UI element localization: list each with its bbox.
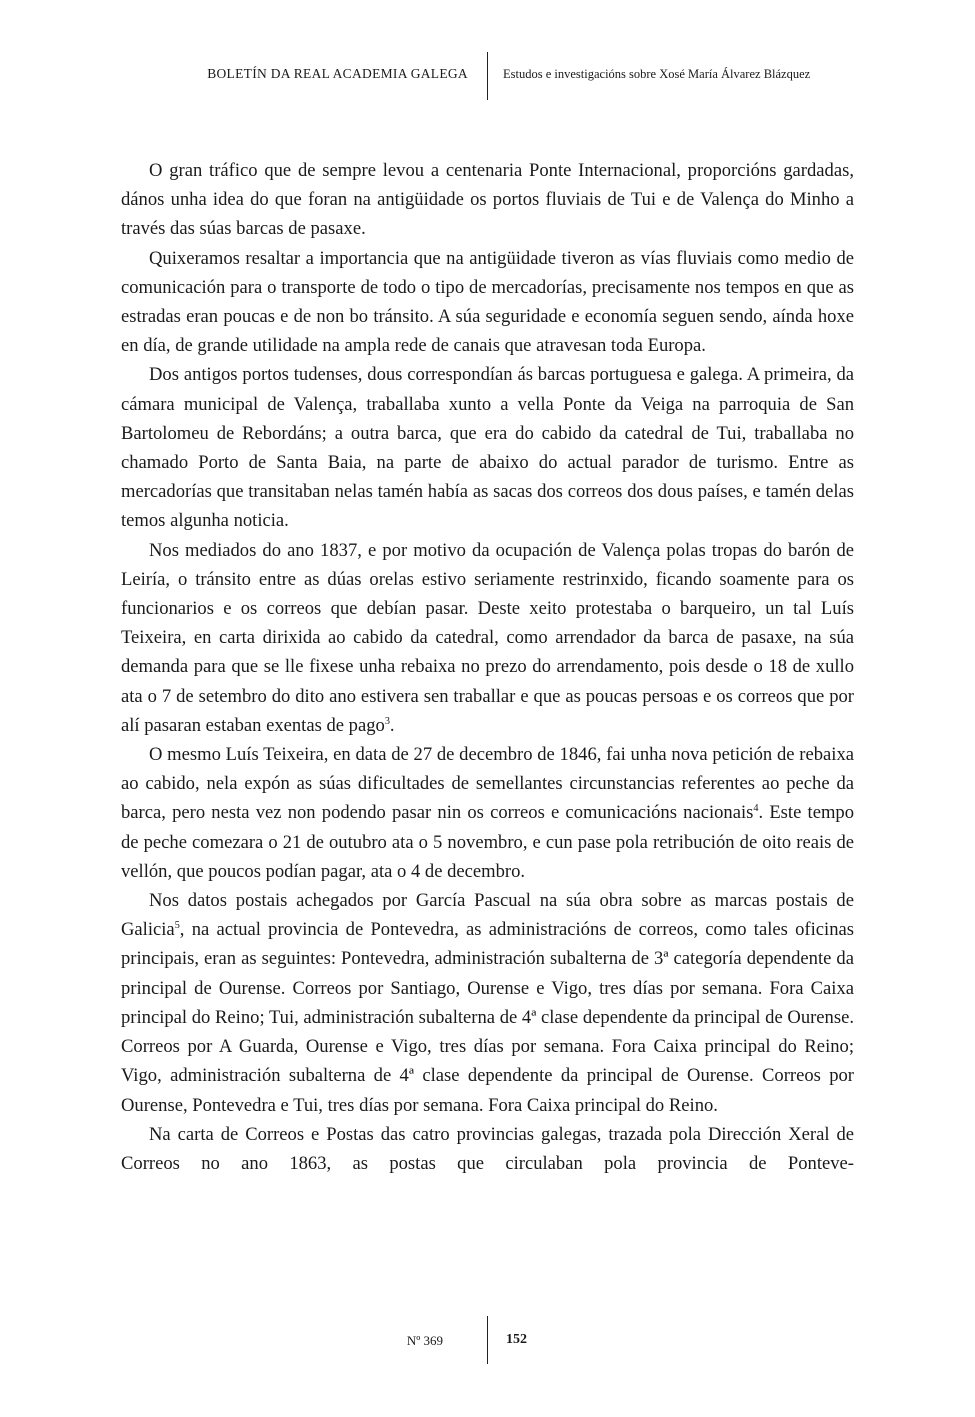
paragraph: Dos antigos portos tudenses, dous correspondían ás barcas portuguesa e galega. A primeira, da cámara municipal de Valença, traballaba xunto a vella Ponte da Veiga na parroquia de San Bartolomeu de Rebordáns; a outra barca, que era do cabido da catedral de Tui, traballaba no chamado Porto de Santa Baia, na parte de abaixo do actual parador de turismo. Entre as mercadorías que transitaban nelas tamén había as sacas dos correos dos dous países, e tamén delas temos algunha noticia.: [121, 364, 854, 532]
paragraph: O gran tráfico que de sempre levou a centenaria Ponte Internacional, proporcións gardadas, dános unha idea do que foran na antigüidade os portos fluviais de Tui e de Valença do Minho a través das súas barcas de pasaxe.: [121, 160, 854, 240]
running-header: [0, 52, 975, 100]
journal-title: BOLETÍN DA REAL ACADEMIA GALEGA: [207, 66, 468, 81]
issue-number: Nº 369: [406, 1333, 443, 1348]
paragraph: Nos datos postais achegados por García Pascual na súa obra sobre as marcas postais de Galicia$^5$, na actual provincia de Pontevedra, as administracións de correos, como tales oficinas principais, eran as seguintes: Pontevedra, administración subalterna de 3ª categoría dependente da principal de Ourense. Correos por Santiago, Ourense e Vigo, tres días por semana. Fora Caixa principal do Reino; Tui, administración subalterna de 4ª clase dependente da principal de Ourense. Correos por A Guarda, Ourense e Vigo, tres días por semana. Fora Caixa principal do Reino; Vigo, administración subalterna de 4ª clase dependente da principal de Ourense. Correos por Ourense, Pontevedra e Tui, tres días por semana. Fora Caixa principal do Reino.: [121, 890, 854, 1116]
footnote-marker[interactable]: 5: [174, 920, 180, 932]
header-divider: [487, 52, 488, 100]
section-title: Estudos e investigacións sobre Xosé María Álvarez Blázquez: [503, 67, 811, 81]
page-footer: [0, 1316, 975, 1364]
paragraph: Quixeramos resaltar a importancia que na antigüidade tiveron as vías fluviais como medio de comunicación para o transporte de todo o tipo de mercadorías, precisamente nos tempos en que as estradas eran poucas e de non bo tránsito. A súa seguridade e economía seguen sendo, aínda hoxe en día, de grande utilidade na ampla rede de canais que atravesan toda Europa.: [121, 247, 854, 357]
paragraph: Nos mediados do ano 1837, e por motivo da ocupación de Valença polas tropas do barón de Leiría, o tránsito entre as dúas orelas estivo seriamente restrinxido, ficando soamente para os funcionarios e os correos que debían pasar. Deste xeito protestaba o barqueiro, un tal Luís Teixeira, en carta dirixida ao cabido da catedral, como arrendador da barca de pasaxe, na súa demanda para que se lle fixese unha rebaixa no prezo do arrendamento, pois desde o 18 de xullo ata o 7 de setembro do dito ano estivera sen traballar e que as poucas persoas e os correos que por alí pasaran estaban exentas de pago$^3$.: [121, 539, 854, 736]
footer-divider: [487, 1316, 488, 1364]
article-body: [121, 156, 854, 1178]
footnote-marker[interactable]: 3: [384, 715, 390, 727]
page-number: 152: [506, 1332, 527, 1347]
paragraph: Na carta de Correos e Postas das catro provincias galegas, trazada pola Dirección Xeral de Correos no ano 1863, as postas que circulaban pola provincia de Ponteve-: [121, 1123, 854, 1174]
paragraph: O mesmo Luís Teixeira, en data de 27 de decembro de 1846, fai unha nova petición de rebaixa ao cabido, nela expón as súas dificultades de semellantes circunstancias referentes ao peche da barca, pero nesta vez non podendo pasar nin os correos e comunicacións nacionais$^4$. Este tempo de peche comezara o 21 de outubro ata o 5 novembro, e cun pase pola retribución de oito reais de vellón, que poucos podían pagar, ata o 4 de decembro.: [121, 744, 854, 882]
footnote-marker[interactable]: 4: [753, 803, 759, 815]
